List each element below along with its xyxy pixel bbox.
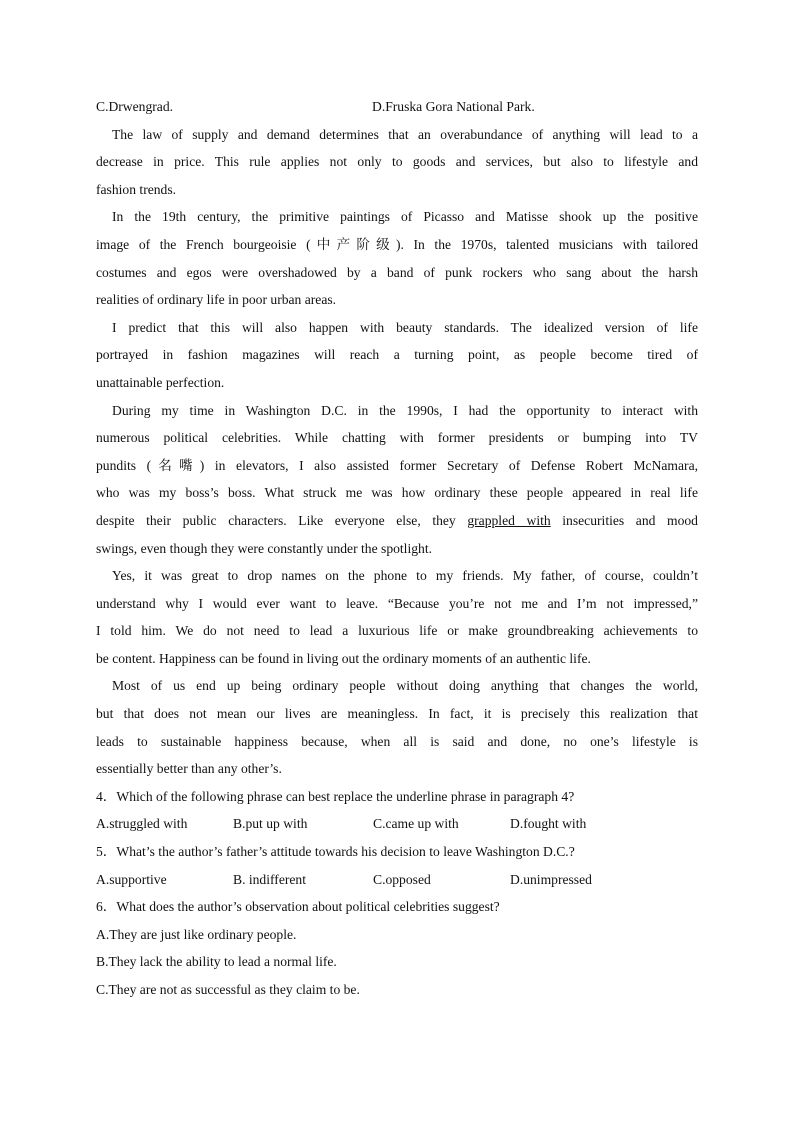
option-b: B.They lack the ability to lead a normal life.	[96, 954, 337, 970]
question-options	[96, 810, 698, 838]
paragraph-line: portrayed in fashion magazines will reach a turning point, as people become tired of	[96, 347, 698, 363]
paragraph-line: numerous political celebrities. While chatting with former presidents or bumping into TV	[96, 430, 698, 446]
paragraph-line: image of the French bourgeoisie (中产阶级). In the 1970s, talented musicians with tailored	[96, 236, 698, 252]
paragraph-line: swings, even though they were constantly under the spotlight.	[96, 540, 433, 556]
question-6	[96, 893, 698, 1003]
paragraph-3	[96, 314, 698, 397]
paragraph-line: In the 19th century, the primitive paintings of Picasso and Matisse shook up the positive	[112, 209, 698, 225]
paragraph-line: Most of us end up being ordinary people without doing anything that changes the world,	[112, 678, 698, 694]
question-options	[96, 866, 698, 894]
paragraph-line: be content. Happiness can be found in living out the ordinary moments of an authentic life.	[96, 650, 591, 666]
paragraph-line: leads to sustainable happiness because, when all is said and done, no one’s lifestyle is	[96, 733, 698, 749]
option-b: B.put up with	[233, 816, 308, 832]
paragraph-line: I predict that this will also happen with beauty standards. The idealized version of life	[112, 319, 698, 335]
option-c: C.came up with	[373, 816, 459, 832]
paragraph-line: costumes and egos were overshadowed by a band of punk rockers who sang about the harsh	[96, 264, 698, 280]
option-d: D.unimpressed	[510, 871, 592, 887]
paragraph-line: Yes, it was great to drop names on the phone to my friends. My father, of course, couldn’t	[112, 568, 698, 584]
document-body	[96, 93, 698, 1004]
paragraph-line: The law of supply and demand determines that an overabundance of anything will lead to a	[112, 126, 698, 142]
paragraph-line: unattainable perfection.	[96, 374, 225, 390]
paragraph-line: but that does not mean our lives are meaningless. In fact, it is precisely this realization that	[96, 706, 698, 722]
paragraph-line: During my time in Washington D.C. in the 1990s, I had the opportunity to interact with	[112, 402, 698, 418]
paragraph-line: who was my boss’s boss. What struck me was how ordinary these people appeared in real life	[96, 485, 698, 501]
option-a: A.supportive	[96, 871, 167, 887]
paragraph-line	[96, 507, 698, 535]
paragraph-line: understand why I would ever want to leave. “Because you’re not me and I’m not impressed,”	[96, 595, 698, 611]
question-4	[96, 783, 698, 838]
line-text: insecurities and mood	[562, 512, 698, 528]
paragraph-line: decrease in price. This rule applies not only to goods and services, but also to lifestyle and	[96, 154, 698, 170]
paragraph-5	[96, 562, 698, 672]
option-d: D.Fruska Gora National Park.	[372, 99, 535, 114]
paragraph-2	[96, 203, 698, 313]
prev-question-options	[96, 93, 698, 121]
paragraph-4	[96, 397, 698, 563]
option-b: B. indifferent	[233, 871, 306, 887]
question-5	[96, 838, 698, 893]
option-c: C.opposed	[373, 871, 431, 887]
option-c: C.They are not as successful as they claim to be.	[96, 982, 360, 997]
paragraph-line: pundits (名嘴) in elevators, I also assisted former Secretary of Defense Robert McNamara,	[96, 457, 698, 473]
paragraph-1	[96, 121, 698, 204]
paragraph-line: I told him. We do not need to lead a luxurious life or make groundbreaking achievements to	[96, 623, 698, 639]
question-stem: 4．Which of the following phrase can best replace the underline phrase in paragraph 4?	[96, 788, 575, 804]
underlined-phrase: grappled with	[467, 512, 551, 528]
option-a: A.They are just like ordinary people.	[96, 926, 297, 942]
question-stem: 5．What’s the author’s father’s attitude towards his decision to leave Washington D.C.?	[96, 844, 575, 860]
paragraph-line: essentially better than any other’s.	[96, 761, 282, 777]
option-d: D.fought with	[510, 816, 587, 832]
line-text: despite their public characters. Like everyone else, they	[96, 512, 456, 528]
question-stem: 6．What does the author’s observation about political celebrities suggest?	[96, 899, 500, 915]
paragraph-line: realities of ordinary life in poor urban areas.	[96, 292, 337, 308]
option-c: C.Drwengrad.	[96, 99, 174, 114]
paragraph-line: fashion trends.	[96, 181, 177, 197]
paragraph-6	[96, 672, 698, 782]
option-a: A.struggled with	[96, 816, 188, 832]
